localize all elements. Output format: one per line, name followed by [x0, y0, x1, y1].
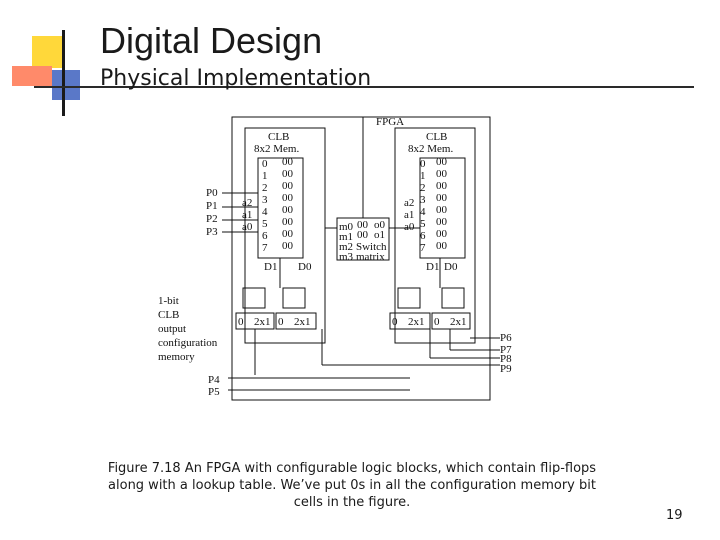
switch-label-1: Switch: [356, 241, 387, 253]
annotation-line-1: 1-bit: [158, 295, 179, 307]
switch-cell-1: 00: [357, 229, 368, 241]
clb-left-mux-label-3: 2x1: [294, 316, 311, 328]
clb-right-addr-4: 4: [420, 206, 426, 218]
clb-left-mux-label-1: 2x1: [254, 316, 271, 328]
clb-right-mux-label-3: 2x1: [450, 316, 467, 328]
clb-right-addr-7: 7: [420, 242, 426, 254]
clb-right-mux-label-1: 2x1: [408, 316, 425, 328]
decor-red-rectangle: [12, 66, 52, 86]
switch-cell-0: 00: [357, 219, 368, 231]
output-p6: P6: [500, 332, 512, 344]
input-p5: P5: [208, 386, 220, 398]
decor-blue-square: [52, 70, 80, 100]
clb-left-flipflop-2: [283, 288, 305, 308]
output-p9: P9: [500, 363, 512, 375]
clb-left-addr-5: 5: [262, 218, 268, 230]
clb-right-title: CLB: [426, 131, 448, 143]
clb-right-cell-1: 00: [436, 168, 447, 180]
output-p7: P7: [500, 344, 512, 356]
clb-right-addr-input-a0: a0: [404, 221, 415, 233]
clb-left-addr-3: 3: [262, 194, 268, 206]
clb-right-addr-1: 1: [420, 170, 426, 182]
clb-left-out-d0: D0: [298, 261, 312, 273]
clb-left-addr-2: 2: [262, 182, 268, 194]
switch-label-2: matrix: [356, 251, 385, 263]
clb-right-cell-5: 00: [436, 216, 447, 228]
clb-right-addr-2: 2: [420, 182, 426, 194]
clb-left-cell-2: 00: [282, 180, 293, 192]
clb-left-cell-6: 00: [282, 228, 293, 240]
switch-in-m1: m1: [339, 231, 354, 243]
clb-right-addr-6: 6: [420, 230, 426, 242]
annotation-line-4: configuration: [158, 337, 218, 349]
clb-right-out-d1: D1: [426, 261, 440, 273]
fpga-label: FPGA: [376, 116, 405, 128]
clb-left-mux-label-0: 0: [238, 316, 244, 328]
clb-left-cell-5: 00: [282, 216, 293, 228]
clb-left-cell-4: 00: [282, 204, 293, 216]
clb-left-addr-input-a2: a2: [242, 197, 253, 209]
clb-right-flipflop-2: [442, 288, 464, 308]
switch-out-o1: o1: [374, 229, 385, 241]
input-p2: P2: [206, 213, 218, 225]
clb-right-cell-3: 00: [436, 192, 447, 204]
decor-vertical-line: [62, 30, 65, 116]
clb-right-out-d0: D0: [444, 261, 458, 273]
slide-title: Digital Design: [100, 20, 323, 61]
clb-left-addr-input-a0: a0: [242, 221, 253, 233]
slide-subtitle: Physical Implementation: [100, 66, 372, 91]
clb-right-mux-label-0: 0: [392, 316, 398, 328]
switch-in-m0: m0: [339, 221, 354, 233]
input-p0: P0: [206, 187, 218, 199]
clb-left-cell-7: 00: [282, 240, 293, 252]
input-p3: P3: [206, 226, 218, 238]
clb-left-out-d1: D1: [264, 261, 278, 273]
clb-left-cell-0: 00: [282, 156, 293, 168]
clb-left-addr-0: 0: [262, 158, 268, 170]
clb-left-addr-input-a1: a1: [242, 209, 253, 221]
fpga-diagram: [150, 110, 530, 410]
clb-right-mem-title: 8x2 Mem.: [408, 143, 454, 155]
switch-in-m3: m3: [339, 251, 354, 263]
clb-right-addr-0: 0: [420, 158, 426, 170]
clb-right-cell-4: 00: [436, 204, 447, 216]
clb-right-box: [395, 128, 475, 343]
decor-yellow-square: [32, 36, 64, 68]
clb-right-cell-2: 00: [436, 180, 447, 192]
annotation-line-2: CLB: [158, 309, 180, 321]
switch-in-m2: m2: [339, 241, 354, 253]
clb-left-mem-title: 8x2 Mem.: [254, 143, 300, 155]
clb-left-mux-label-2: 0: [278, 316, 284, 328]
clb-left-title: CLB: [268, 131, 290, 143]
clb-right-addr-input-a1: a1: [404, 209, 415, 221]
annotation-line-3: output: [158, 323, 187, 335]
clb-right-cell-0: 00: [436, 156, 447, 168]
clb-right-cell-6: 00: [436, 228, 447, 240]
clb-right-addr-input-a2: a2: [404, 197, 415, 209]
clb-left-addr-1: 1: [262, 170, 268, 182]
switch-out-o0: o0: [374, 219, 385, 231]
clb-right-cell-7: 00: [436, 240, 447, 252]
clb-left-addr-4: 4: [262, 206, 268, 218]
clb-right-mux-label-2: 0: [434, 316, 440, 328]
clb-right-addr-3: 3: [420, 194, 426, 206]
input-p4: P4: [208, 374, 220, 386]
clb-right-addr-5: 5: [420, 218, 426, 230]
clb-left-addr-7: 7: [262, 242, 268, 254]
annotation-line-5: memory: [158, 351, 195, 363]
clb-left-addr-6: 6: [262, 230, 268, 242]
clb-right-flipflop-1: [398, 288, 420, 308]
page-number: 19: [666, 508, 683, 523]
clb-left-flipflop-1: [243, 288, 265, 308]
clb-left-cell-1: 00: [282, 168, 293, 180]
output-p8: P8: [500, 353, 512, 365]
input-p1: P1: [206, 200, 218, 212]
clb-left-cell-3: 00: [282, 192, 293, 204]
figure-caption: Figure 7.18 An FPGA with configurable logic blocks, which contain flip-flops along with a lookup table. We’ve put 0s in all the configuration memory bit cells in the figure.: [107, 461, 597, 510]
